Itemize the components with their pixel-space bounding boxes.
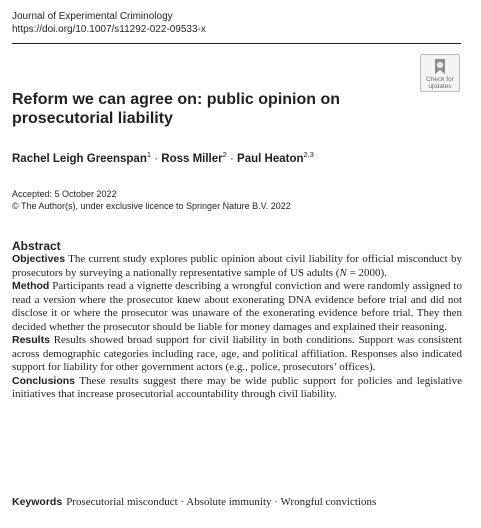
method-label: Method xyxy=(12,280,50,292)
check-for-updates-badge[interactable] xyxy=(420,54,460,92)
journal-name: Journal of Experimental Criminology xyxy=(12,11,173,22)
author-name[interactable]: Ross Miller xyxy=(161,152,223,165)
results-text: Results showed broad support for civil liability in both conditions. Support was consistent across demographic categories including race, age, and political affiliation. Responses also indicated support for liability for other government actors (e.g., police, prosecutors’ offices). xyxy=(12,334,462,373)
badge-line2: updates xyxy=(428,83,452,90)
method-text: Participants read a vignette describing a wrongful conviction and were randomly assigned to read a version where the prosecutor knew about exonerating DNA evidence before trial and did not disclose it or where the prosecutor was unaware of the exonerating evidence before trial. They then decided whether the prosecutor should be liable for money damages and explained their reasoning. xyxy=(12,280,462,333)
abstract-body xyxy=(12,253,462,402)
author-affiliation: 2,3 xyxy=(303,150,314,159)
author-name[interactable]: Paul Heaton xyxy=(237,152,304,165)
keywords xyxy=(12,496,376,508)
conclusions-text: These results suggest there may be wide public support for policies and legislative initiatives that increase prosecutorial accountability through civil liability. xyxy=(12,374,462,400)
author-affiliation: 2 xyxy=(222,150,227,159)
abstract-conclusions xyxy=(12,375,462,402)
abstract-method xyxy=(12,280,462,334)
doi-link[interactable]: https://doi.org/10.1007/s11292-022-09533-x xyxy=(12,24,206,35)
article-meta xyxy=(12,188,291,212)
objectives-n: N xyxy=(339,266,347,279)
copyright-notice: © The Author(s), under exclusive licence to Springer Nature B.V. 2022 xyxy=(12,201,291,211)
author-affiliation: 1 xyxy=(146,150,152,159)
author-separator: · xyxy=(151,152,162,165)
results-label: Results xyxy=(12,334,50,346)
abstract-heading: Abstract xyxy=(12,239,61,253)
abstract-objectives xyxy=(12,253,462,280)
conclusions-label: Conclusions xyxy=(12,374,76,387)
check-for-updates-icon xyxy=(432,58,448,76)
abstract-results xyxy=(12,334,462,375)
objectives-label: Objectives xyxy=(12,253,66,265)
objectives-text: The current study explores public opinion about civil liability for official misconduct by prosecutors by surveying a nationally representative sample of US adults ( xyxy=(12,253,462,279)
article-title: Reform we can agree on: public opinion on prosecutorial liability xyxy=(12,91,341,127)
author-list xyxy=(12,150,314,165)
keywords-label: Keywords xyxy=(12,496,63,508)
journal-header xyxy=(12,10,206,36)
author-name[interactable]: Rachel Leigh Greenspan xyxy=(12,152,147,165)
keywords-list: Prosecutorial misconduct · Absolute immunity · Wrongful convictions xyxy=(66,496,377,508)
author-separator: · xyxy=(226,152,238,165)
objectives-text-end: = 2000). xyxy=(346,266,387,279)
header-divider xyxy=(12,43,461,44)
badge-line1: Check for xyxy=(426,76,454,83)
accepted-date: Accepted: 5 October 2022 xyxy=(12,189,117,199)
